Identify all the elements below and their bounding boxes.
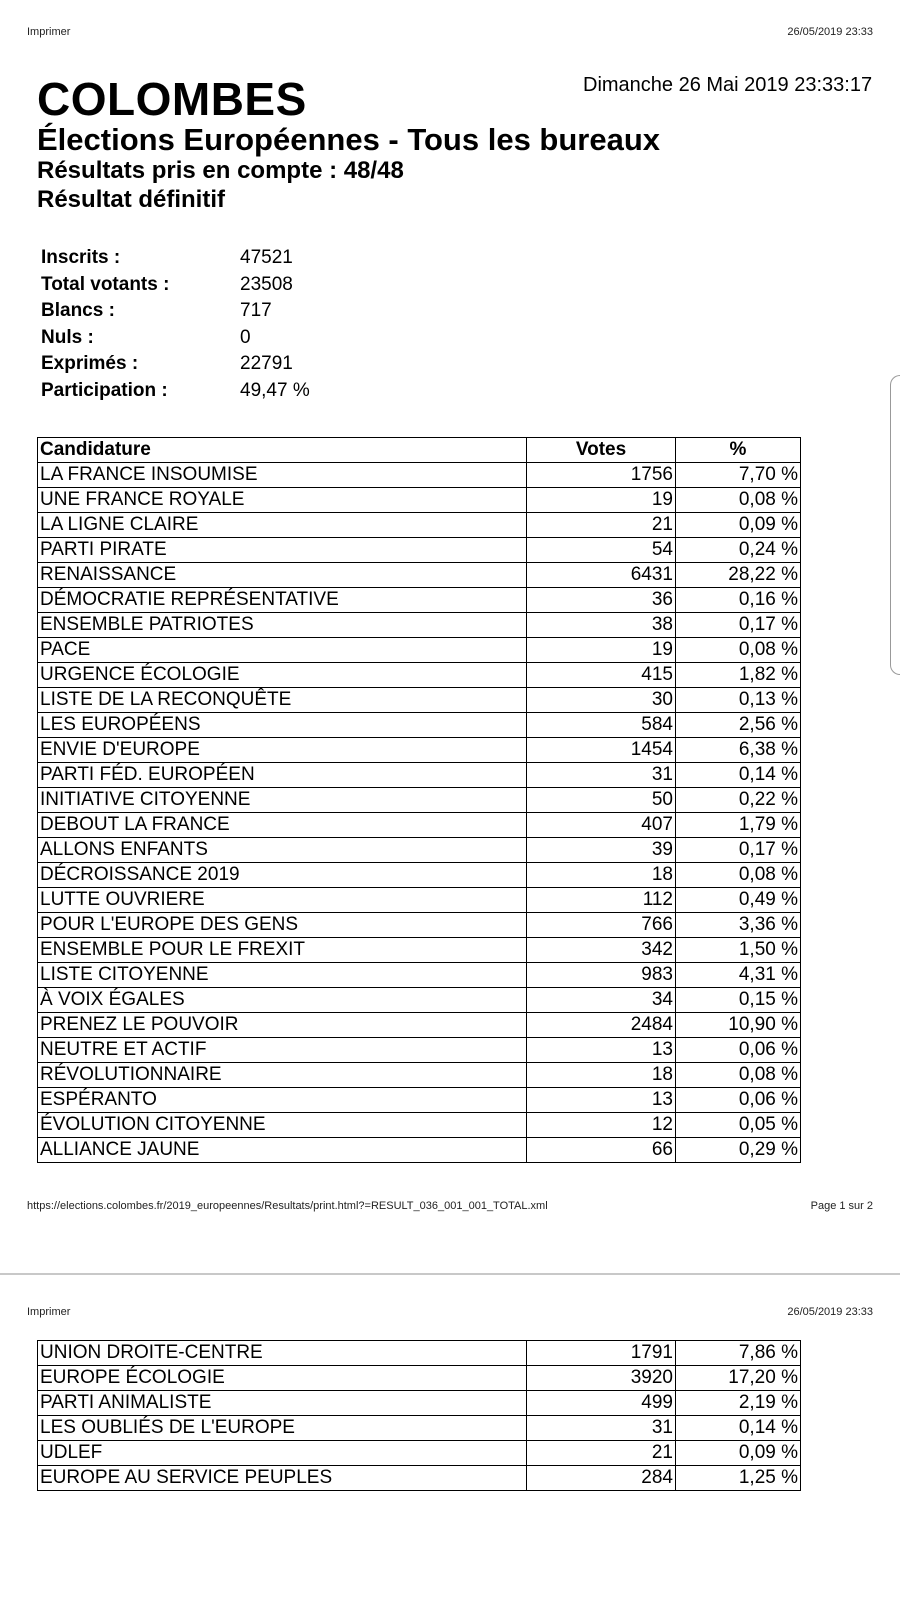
vote-percent: 0,14 % bbox=[676, 763, 801, 788]
stat-row-inscrits bbox=[41, 245, 310, 272]
vote-count: 21 bbox=[527, 1441, 676, 1466]
results-count: Résultats pris en compte : 48/48 bbox=[37, 157, 404, 184]
candidate-name: À VOIX ÉGALES bbox=[38, 988, 527, 1013]
vote-percent: 0,08 % bbox=[676, 488, 801, 513]
candidate-name: ENVIE D'EUROPE bbox=[38, 738, 527, 763]
stat-row-nuls bbox=[41, 325, 310, 352]
candidate-name: EUROPE ÉCOLOGIE bbox=[38, 1366, 527, 1391]
table-row bbox=[38, 1013, 801, 1038]
vote-count: 39 bbox=[527, 838, 676, 863]
stat-label: Inscrits : bbox=[41, 247, 121, 269]
table-row bbox=[38, 1113, 801, 1138]
vote-percent: 0,08 % bbox=[676, 638, 801, 663]
table-row bbox=[38, 1441, 801, 1466]
table-row bbox=[38, 563, 801, 588]
result-status: Résultat définitif bbox=[37, 186, 226, 213]
vote-percent: 7,70 % bbox=[676, 463, 801, 488]
vote-percent: 1,25 % bbox=[676, 1466, 801, 1491]
vote-count: 284 bbox=[527, 1466, 676, 1491]
vote-count: 1454 bbox=[527, 738, 676, 763]
table-row bbox=[38, 513, 801, 538]
vote-count: 38 bbox=[527, 613, 676, 638]
stat-row-participation bbox=[41, 378, 310, 405]
vote-count: 19 bbox=[527, 638, 676, 663]
vote-percent: 1,79 % bbox=[676, 813, 801, 838]
vote-count: 1756 bbox=[527, 463, 676, 488]
table-row bbox=[38, 538, 801, 563]
results-table-body bbox=[38, 1341, 801, 1491]
vote-count: 36 bbox=[527, 588, 676, 613]
vote-percent: 6,38 % bbox=[676, 738, 801, 763]
column-header-percent: % bbox=[676, 438, 801, 463]
vote-percent: 0,14 % bbox=[676, 1416, 801, 1441]
vote-count: 34 bbox=[527, 988, 676, 1013]
vote-count: 415 bbox=[527, 663, 676, 688]
vote-percent: 0,09 % bbox=[676, 1441, 801, 1466]
vote-count: 54 bbox=[527, 538, 676, 563]
vote-count: 13 bbox=[527, 1038, 676, 1063]
table-header-row bbox=[38, 438, 801, 463]
vote-count: 18 bbox=[527, 1063, 676, 1088]
candidate-name: LISTE CITOYENNE bbox=[38, 963, 527, 988]
candidate-name: PARTI ANIMALISTE bbox=[38, 1391, 527, 1416]
vote-percent: 2,56 % bbox=[676, 713, 801, 738]
vote-count: 1791 bbox=[527, 1341, 676, 1366]
city-title: COLOMBES bbox=[37, 73, 307, 125]
vote-count: 13 bbox=[527, 1088, 676, 1113]
table-row bbox=[38, 663, 801, 688]
vote-count: 6431 bbox=[527, 563, 676, 588]
candidate-name: LUTTE OUVRIERE bbox=[38, 888, 527, 913]
candidate-name: PACE bbox=[38, 638, 527, 663]
vote-percent: 28,22 % bbox=[676, 563, 801, 588]
stat-label: Blancs : bbox=[41, 300, 115, 322]
vote-percent: 0,05 % bbox=[676, 1113, 801, 1138]
table-row bbox=[38, 1138, 801, 1163]
table-row bbox=[38, 863, 801, 888]
vote-count: 31 bbox=[527, 763, 676, 788]
stat-label: Exprimés : bbox=[41, 353, 139, 375]
vote-percent: 1,50 % bbox=[676, 938, 801, 963]
candidate-name: INITIATIVE CITOYENNE bbox=[38, 788, 527, 813]
candidate-name: LISTE DE LA RECONQUÊTE bbox=[38, 688, 527, 713]
vote-count: 766 bbox=[527, 913, 676, 938]
stat-label: Nuls : bbox=[41, 326, 94, 348]
vote-percent: 0,16 % bbox=[676, 588, 801, 613]
vote-percent: 0,13 % bbox=[676, 688, 801, 713]
table-row bbox=[38, 613, 801, 638]
table-row bbox=[38, 1466, 801, 1491]
vote-count: 407 bbox=[527, 813, 676, 838]
candidate-name: ENSEMBLE PATRIOTES bbox=[38, 613, 527, 638]
results-table-page1 bbox=[37, 437, 801, 1163]
table-row bbox=[38, 1063, 801, 1088]
table-row bbox=[38, 788, 801, 813]
vote-percent: 2,19 % bbox=[676, 1391, 801, 1416]
print-footer-url: https://elections.colombes.fr/2019_europeennes/Resultats/print.html?=RESULT_036_001_001_TOTAL.xml bbox=[27, 1200, 548, 1212]
stat-row-blancs bbox=[41, 298, 310, 325]
vote-count: 19 bbox=[527, 488, 676, 513]
table-row bbox=[38, 738, 801, 763]
table-row bbox=[38, 1416, 801, 1441]
scroll-handle[interactable] bbox=[890, 375, 900, 675]
candidate-name: NEUTRE ET ACTIF bbox=[38, 1038, 527, 1063]
vote-percent: 0,17 % bbox=[676, 613, 801, 638]
print-header-datetime: 26/05/2019 23:33 bbox=[787, 1306, 873, 1318]
print-header-label: Imprimer bbox=[27, 26, 71, 38]
vote-percent: 4,31 % bbox=[676, 963, 801, 988]
table-row bbox=[38, 938, 801, 963]
print-footer-page: Page 1 sur 2 bbox=[810, 1200, 873, 1212]
vote-percent: 3,36 % bbox=[676, 913, 801, 938]
stat-label: Total votants : bbox=[41, 273, 170, 295]
candidate-name: DEBOUT LA FRANCE bbox=[38, 813, 527, 838]
candidate-name: RÉVOLUTIONNAIRE bbox=[38, 1063, 527, 1088]
vote-count: 2484 bbox=[527, 1013, 676, 1038]
election-title: Élections Européennes - Tous les bureaux bbox=[37, 122, 661, 157]
stat-value: 0 bbox=[240, 326, 251, 348]
vote-count: 584 bbox=[527, 713, 676, 738]
vote-count: 66 bbox=[527, 1138, 676, 1163]
vote-percent: 0,06 % bbox=[676, 1088, 801, 1113]
vote-count: 3920 bbox=[527, 1366, 676, 1391]
print-header-datetime: 26/05/2019 23:33 bbox=[787, 26, 873, 38]
table-row bbox=[38, 1341, 801, 1366]
print-header-label: Imprimer bbox=[27, 1306, 71, 1318]
candidate-name: ESPÉRANTO bbox=[38, 1088, 527, 1113]
stat-row-exprimes bbox=[41, 351, 310, 378]
vote-percent: 0,49 % bbox=[676, 888, 801, 913]
vote-percent: 1,82 % bbox=[676, 663, 801, 688]
stat-value: 22791 bbox=[240, 353, 293, 375]
table-row bbox=[38, 838, 801, 863]
candidate-name: ENSEMBLE POUR LE FREXIT bbox=[38, 938, 527, 963]
stat-label: Participation : bbox=[41, 379, 168, 401]
table-row bbox=[38, 1366, 801, 1391]
candidate-name: PRENEZ LE POUVOIR bbox=[38, 1013, 527, 1038]
stat-row-votants bbox=[41, 272, 310, 299]
results-table-body bbox=[38, 463, 801, 1163]
candidate-name: RENAISSANCE bbox=[38, 563, 527, 588]
candidate-name: DÉMOCRATIE REPRÉSENTATIVE bbox=[38, 588, 527, 613]
candidate-name: UNION DROITE-CENTRE bbox=[38, 1341, 527, 1366]
vote-percent: 0,08 % bbox=[676, 863, 801, 888]
candidate-name: LES OUBLIÉS DE L'EUROPE bbox=[38, 1416, 527, 1441]
candidate-name: POUR L'EUROPE DES GENS bbox=[38, 913, 527, 938]
vote-percent: 0,24 % bbox=[676, 538, 801, 563]
candidate-name: LA LIGNE CLAIRE bbox=[38, 513, 527, 538]
vote-count: 21 bbox=[527, 513, 676, 538]
candidate-name: ÉVOLUTION CITOYENNE bbox=[38, 1113, 527, 1138]
vote-percent: 0,29 % bbox=[676, 1138, 801, 1163]
table-row bbox=[38, 913, 801, 938]
vote-count: 18 bbox=[527, 863, 676, 888]
candidate-name: DÉCROISSANCE 2019 bbox=[38, 863, 527, 888]
vote-count: 50 bbox=[527, 788, 676, 813]
vote-count: 112 bbox=[527, 888, 676, 913]
candidate-name: UDLEF bbox=[38, 1441, 527, 1466]
candidate-name: LES EUROPÉENS bbox=[38, 713, 527, 738]
table-row bbox=[38, 1088, 801, 1113]
vote-count: 342 bbox=[527, 938, 676, 963]
candidate-name: LA FRANCE INSOUMISE bbox=[38, 463, 527, 488]
table-row bbox=[38, 638, 801, 663]
column-header-votes: Votes bbox=[527, 438, 676, 463]
vote-percent: 0,09 % bbox=[676, 513, 801, 538]
candidate-name: ALLONS ENFANTS bbox=[38, 838, 527, 863]
table-row bbox=[38, 713, 801, 738]
vote-count: 12 bbox=[527, 1113, 676, 1138]
table-row bbox=[38, 588, 801, 613]
candidate-name: ALLIANCE JAUNE bbox=[38, 1138, 527, 1163]
stat-value: 717 bbox=[240, 300, 272, 322]
result-datetime: Dimanche 26 Mai 2019 23:33:17 bbox=[583, 74, 873, 96]
table-row bbox=[38, 1038, 801, 1063]
stat-value: 47521 bbox=[240, 247, 293, 269]
results-table-page2 bbox=[37, 1340, 801, 1491]
table-row bbox=[38, 888, 801, 913]
stat-value: 49,47 % bbox=[240, 379, 310, 401]
stat-value: 23508 bbox=[240, 273, 293, 295]
table-row bbox=[38, 1391, 801, 1416]
table-row bbox=[38, 963, 801, 988]
table-row bbox=[38, 988, 801, 1013]
table-row bbox=[38, 763, 801, 788]
table-row bbox=[38, 688, 801, 713]
vote-percent: 10,90 % bbox=[676, 1013, 801, 1038]
table-row bbox=[38, 488, 801, 513]
vote-percent: 7,86 % bbox=[676, 1341, 801, 1366]
table-row bbox=[38, 463, 801, 488]
candidate-name: URGENCE ÉCOLOGIE bbox=[38, 663, 527, 688]
vote-count: 983 bbox=[527, 963, 676, 988]
vote-percent: 0,17 % bbox=[676, 838, 801, 863]
vote-count: 499 bbox=[527, 1391, 676, 1416]
candidate-name: PARTI PIRATE bbox=[38, 538, 527, 563]
candidate-name: PARTI FÉD. EUROPÉEN bbox=[38, 763, 527, 788]
vote-percent: 0,08 % bbox=[676, 1063, 801, 1088]
vote-percent: 17,20 % bbox=[676, 1366, 801, 1391]
table-row bbox=[38, 813, 801, 838]
column-header-candidature: Candidature bbox=[38, 438, 527, 463]
page-divider bbox=[0, 1273, 900, 1275]
stats-table bbox=[41, 245, 310, 404]
vote-percent: 0,22 % bbox=[676, 788, 801, 813]
vote-count: 30 bbox=[527, 688, 676, 713]
candidate-name: EUROPE AU SERVICE PEUPLES bbox=[38, 1466, 527, 1491]
candidate-name: UNE FRANCE ROYALE bbox=[38, 488, 527, 513]
vote-count: 31 bbox=[527, 1416, 676, 1441]
vote-percent: 0,15 % bbox=[676, 988, 801, 1013]
vote-percent: 0,06 % bbox=[676, 1038, 801, 1063]
